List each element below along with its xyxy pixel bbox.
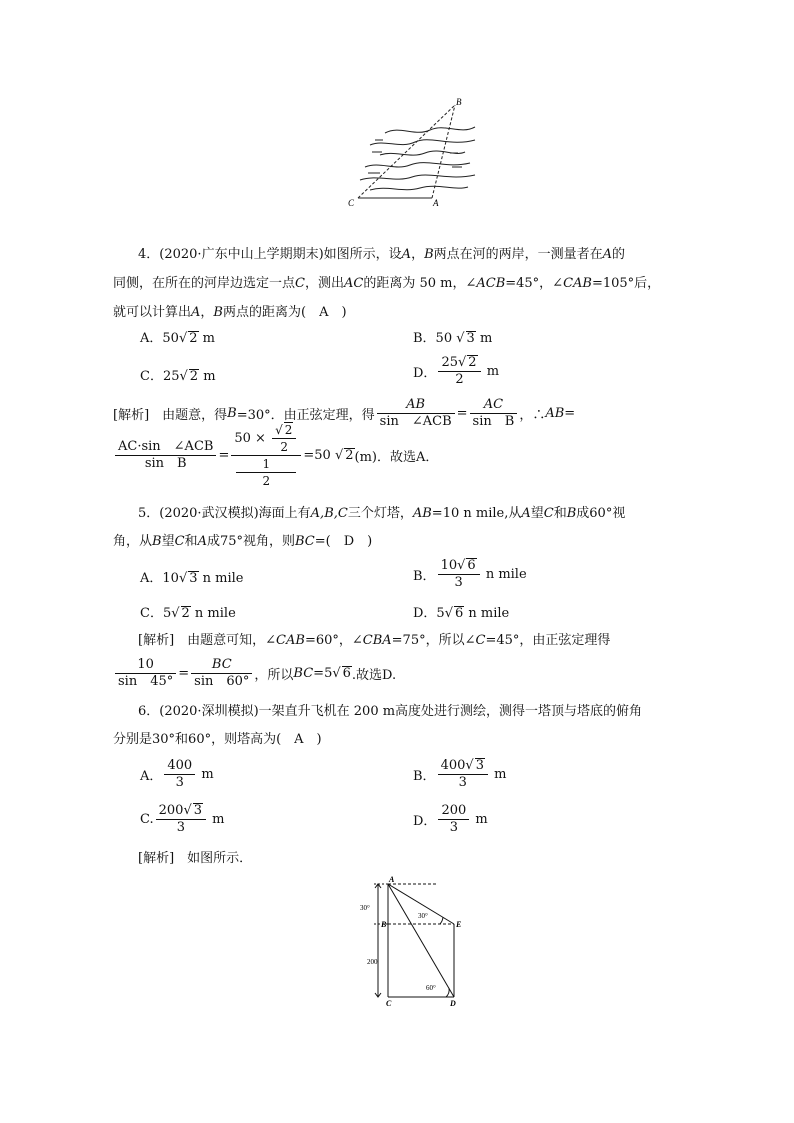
q4-solution-line2: $\frac{\text{AC·sin ∠ACB}}{\text{sin B}}$ = 50 × $\frac{√ 2}{2}$ 1 2 =50 √ 2(m)．故选A．	[113, 422, 438, 489]
q5-option-d: D．5√ 6 n mile	[413, 606, 510, 621]
q6-line1: 6．(2020·深圳模拟)一架直升飞机在 200 m高度处进行测绘，测得一塔顶与塔底的俯角	[138, 704, 643, 719]
q6-answer: A	[294, 732, 304, 747]
q6-option-c: C. $\frac{200√ 3}{3}$ m	[140, 803, 225, 835]
q4-line3: 就可以计算出A，B两点的距离为( A )	[113, 305, 347, 320]
q6-line2: 分别是30°和60°，则塔高为( A )	[113, 732, 322, 747]
q5-solution-line2: $\frac{10}{\sin 45^\circ}$ = $\frac{BC}{\sin 60^\circ}$ ，所以BC=5√ 6.故选D.	[113, 657, 396, 690]
fig2-label-A: A	[389, 875, 395, 884]
q5-answer: D	[343, 534, 355, 549]
q6-solution: [解析] 如图所示．	[138, 851, 253, 866]
q5-line2: 角，从B望C和A成75°视角，则BC=( D )	[113, 534, 373, 549]
q5-option-a: A．10√ 3 n mile	[140, 571, 244, 586]
q4-option-b: B．50 √ 3 m	[413, 331, 493, 346]
q5-solution-line1: [解析] 由题意可知，∠CAB=60°，∠CBA=75°，所以∠C=45°，由正弦定理得	[138, 633, 611, 648]
q4-line1: 4．(2020·广东中山上学期期末)如图所示，设A，B两点在河的两岸，一测量者在A的	[138, 247, 626, 262]
q4-option-d: D． $\frac{25√ 2}{2}$ m	[413, 355, 500, 387]
fig1-label-B: B	[456, 97, 462, 107]
q4-answer: A	[319, 305, 329, 320]
fig2-label-C: C	[386, 999, 392, 1008]
fig2-angle-60: 60°	[426, 984, 436, 992]
fig1-label-A: A	[433, 198, 439, 208]
fig1-label-C: C	[348, 198, 355, 208]
q6-option-a: A． $\frac{400}{3}$ m	[140, 758, 214, 790]
q5-option-b: B． $\frac{10√ 6}{3}$ n mile	[413, 558, 527, 590]
tower-figure	[350, 872, 470, 1012]
q6-option-d: D． $\frac{200}{3}$ m	[413, 803, 488, 835]
fig2-label-D: D	[450, 999, 456, 1008]
q5-line1: 5．(2020·武汉模拟)海面上有A,B,C三个灯塔，AB=10 n mile,从A望C和B成60°视	[138, 506, 626, 521]
q4-option-c: C．25√ 2 m	[140, 369, 216, 384]
fig2-angle-30-right: 30°	[418, 912, 428, 920]
fig2-label-E: E	[456, 920, 462, 929]
q5-option-c: C．5√ 2 n mile	[140, 606, 236, 621]
q4-solution-line1: [解析] 由题意，得B=30°．由正弦定理，得 $\frac{AB}{\text{sin ∠ACB}}$ = $\frac{AC}{\text{sin B}}$ ，∴AB=	[113, 397, 576, 429]
fig2-height-200: 200	[367, 958, 378, 966]
q6-option-b: B． $\frac{400√ 3}{3}$ m	[413, 758, 507, 790]
q4-line2: 同侧，在所在的河岸边选定一点C，测出AC的距离为 50 m，∠ACB=45°，∠CAB=105°后，	[113, 276, 661, 291]
q4-option-a: A．50√ 2 m	[140, 331, 215, 346]
fig2-label-B: B	[381, 920, 387, 929]
fig2-angle-30-left: 30°	[360, 904, 370, 912]
river-figure	[340, 95, 490, 210]
